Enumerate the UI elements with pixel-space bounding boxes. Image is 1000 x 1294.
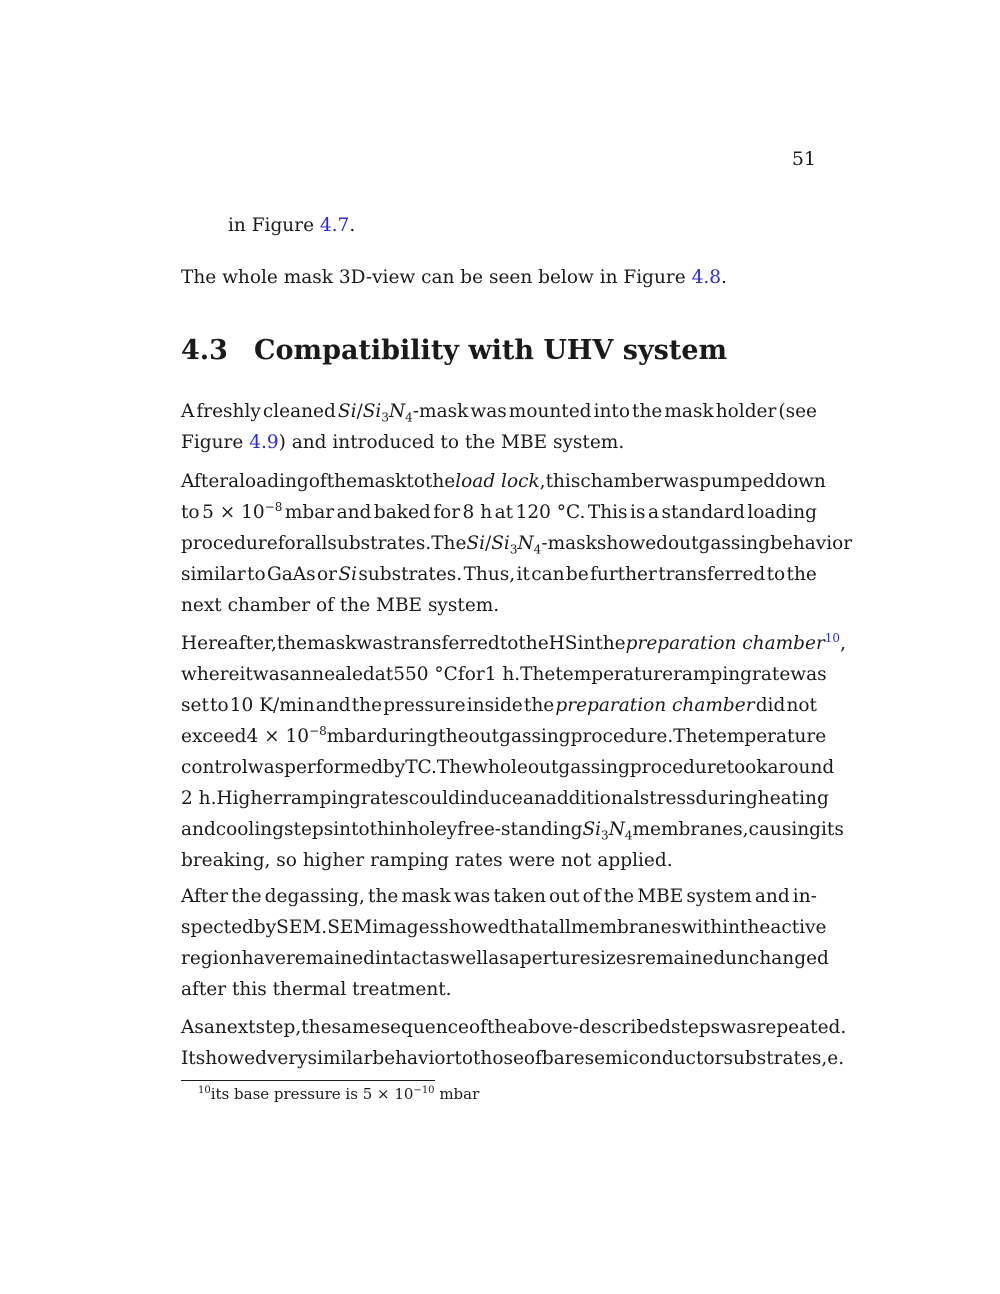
figure-4-7-link[interactable]: 4.7	[319, 215, 350, 236]
section-heading	[181, 333, 727, 369]
paragraph-4: After the degassing, the mask was taken out of the MBE system and in- spected by SEM. SEM images showed that all membranes within the active region have remained intact as well as aperture sizes remained unchanged after this thermal treatment.	[181, 886, 829, 1000]
section-number: 4.3	[181, 335, 228, 366]
paragraph-1: A freshly cleaned $Si/Si_3N_4$-mask was mounted into the mask holder (see Figure 4.9) and introduced to the MBE system.	[181, 401, 817, 453]
footnote-rule	[181, 1080, 435, 1081]
intro-figure-4-7: in Figure 4.7.	[228, 215, 356, 236]
intro-figure-4-8: The whole mask 3D-view can be seen below in Figure 4.8.	[181, 267, 727, 288]
page-number: 51	[791, 148, 816, 170]
footnote-10: $^{10}$its base pressure is $5 \times 10^{-10}$ mbar	[198, 1085, 480, 1103]
figure-4-8-link[interactable]: 4.8	[691, 267, 722, 288]
section-title: Compatibility with UHV system	[254, 335, 728, 366]
paragraph-5: As a next step, the same sequence of the above-described steps was repeated. It showed very similar behavior to those of bare semiconductor substrates, e.	[181, 1017, 847, 1069]
footnote-mark: 10	[198, 1085, 211, 1096]
paragraph-3: Hereafter, the mask was transferred to the HS in the preparation chamber$^{10}$, where it was annealed at 550 °C for 1 h. The temperature ramping rate was set to 10 K/min and the pressure inside the preparation chamber did not exceed $4 \times 10^{-8}$ mbar during the outgassing procedure. The temperature control was performed by TC. The whole outgassing procedure took around 2 h. Higher ramping rates could induce an additional stress during heating and cooling steps into thin holey free-standing $Si_3N_4$ membranes, causing its breaking, so higher ramping rates were not applied.	[181, 630, 846, 871]
footnote-10-link[interactable]: 10	[824, 630, 841, 645]
paragraph-2: After a loading of the mask to the load lock , this chamber was pumped down to $5 \times 10^{-8}$ mbar and baked for 8 h at 120 °C. This is a standard loading procedure for all substrates. The $Si/Si_3N_4$-mask showed outgassing behavior similar to GaAs or Si substrates. Thus, it can be further transferred to the next chamber of the MBE system.	[181, 471, 853, 616]
figure-4-9-link[interactable]: 4.9	[249, 432, 279, 453]
